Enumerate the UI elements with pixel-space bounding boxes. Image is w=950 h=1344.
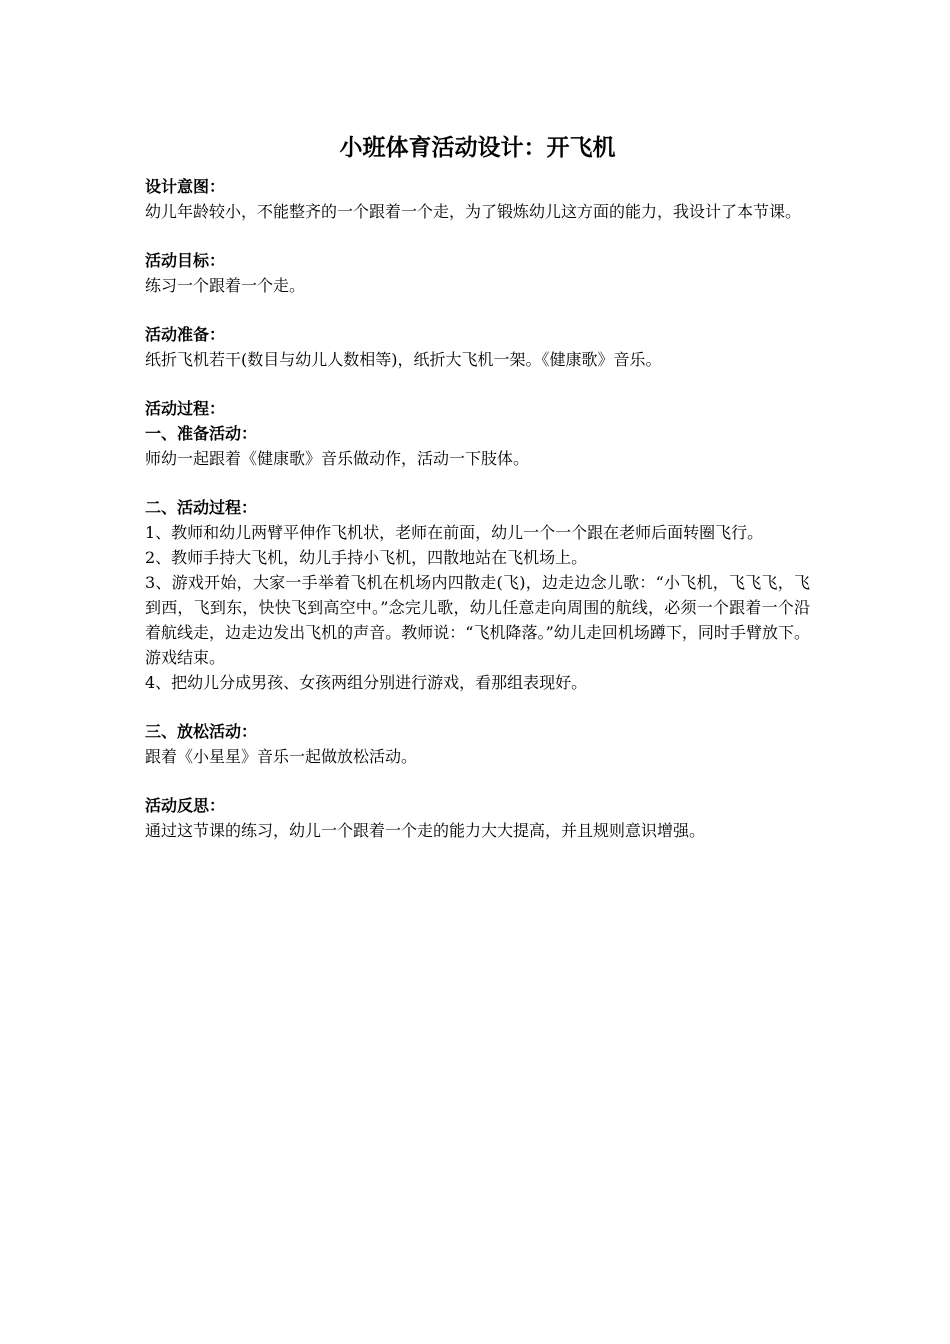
paragraph: 练习一个跟着一个走。 (145, 276, 306, 295)
section-relax (145, 719, 810, 769)
document-title: 小班体育活动设计：开飞机 (339, 135, 616, 161)
list-item: 4、把幼儿分成男孩、女孩两组分别进行游戏，看那组表现好。 (145, 673, 588, 692)
section-heading: 活动反思： (145, 796, 226, 815)
section-reflection (145, 793, 810, 843)
section-subheading: 一、准备活动： (145, 424, 258, 443)
section-heading: 活动过程： (145, 399, 226, 418)
section-heading: 活动目标： (145, 251, 226, 270)
list-item: 1、教师和幼儿两臂平伸作飞机状，老师在前面，幼儿一个一个跟在老师后面转圈飞行。 (145, 523, 764, 542)
paragraph: 师幼一起跟着《健康歌》音乐做动作，活动一下肢体。 (145, 449, 530, 468)
section-process-main (145, 495, 810, 695)
section-design-intent (145, 174, 810, 224)
section-process-warmup (145, 396, 810, 471)
section-heading: 二、活动过程： (145, 498, 258, 517)
section-goals (145, 248, 810, 298)
list-item: 3、游戏开始，大家一手举着飞机在机场内四散走(飞)，边走边念儿歌：“小飞机，飞飞飞，飞到西，飞到东，快快飞到高空中。”念完儿歌，幼儿任意走向周围的航线，必须一个跟着一个沿着航线走，边走边发出飞机的声音。教师说：“飞机降落。”幼儿走回机场蹲下，同时手臂放下。游戏结束。 (145, 573, 810, 667)
list-item: 2、教师手持大飞机，幼儿手持小飞机，四散地站在飞机场上。 (145, 548, 588, 567)
document-page (145, 130, 810, 867)
paragraph: 跟着《小星星》音乐一起做放松活动。 (145, 747, 418, 766)
section-heading: 设计意图： (145, 177, 226, 196)
section-preparation (145, 322, 810, 372)
section-heading: 活动准备： (145, 325, 226, 344)
paragraph: 通过这节课的练习，幼儿一个跟着一个走的能力大大提高，并且规则意识增强。 (145, 821, 706, 840)
paragraph: 幼儿年龄较小，不能整齐的一个跟着一个走，为了锻炼幼儿这方面的能力，我设计了本节课。 (145, 202, 802, 221)
section-heading: 三、放松活动： (145, 722, 258, 741)
paragraph: 纸折飞机若干(数目与幼儿人数相等)，纸折大飞机一架。《健康歌》音乐。 (145, 350, 662, 369)
